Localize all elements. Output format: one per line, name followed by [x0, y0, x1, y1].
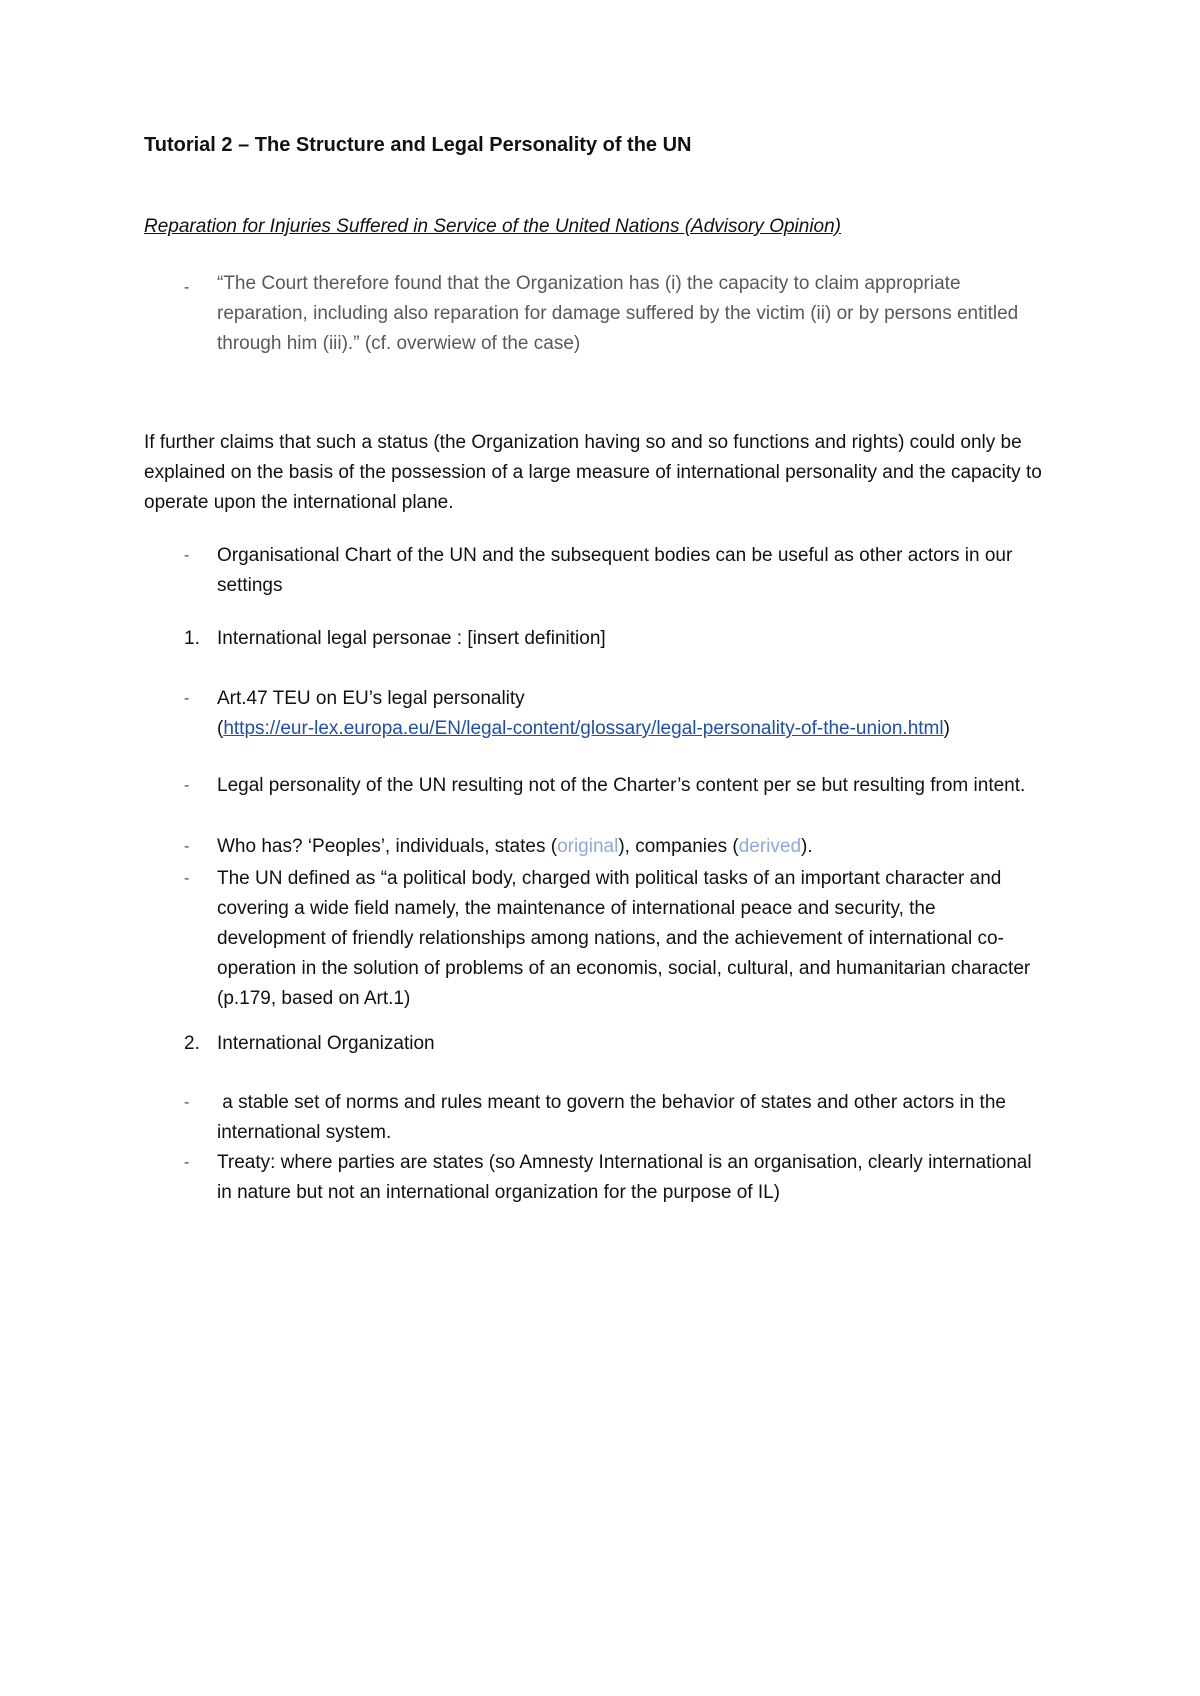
bullet-dash-marker: - — [184, 690, 190, 707]
bullet-legal-personality: Legal personality of the UN resulting not of the Charter’s content per se but resulting from intent. — [217, 775, 1026, 796]
court-quote-text: “The Court therefore found that the Organization has (i) the capacity to claim appropriate reparation, including also reparation for damage suffered by the victim (ii) or by persons entitled through him (iii).” (cf. overwiew of the case) — [217, 273, 1019, 354]
bullet-dash-marker: - — [184, 547, 190, 564]
quote-dash-marker: - — [184, 279, 190, 296]
bullet-dash-marker: - — [184, 870, 190, 887]
section-number: 2. — [184, 1033, 200, 1054]
bullet-dash-marker: - — [184, 1154, 190, 1171]
section-number: 1. — [184, 628, 200, 649]
highlight-derived: derived — [738, 836, 802, 857]
bullet-treaty: Treaty: where parties are states (so Amnesty International is an organisation, clearly international in nature but not an international organization for the purpose of IL) — [217, 1152, 1032, 1203]
bullet-norms: a stable set of norms and rules meant to govern the behavior of states and other actors in the international system. — [217, 1092, 1012, 1143]
who-has-prefix: Who has? ‘Peoples’, individuals, states ( — [217, 836, 558, 857]
bullet-org-chart: Organisational Chart of the UN and the subsequent bodies can be useful as other actors in our settings — [217, 545, 1013, 596]
eur-lex-link[interactable]: https://eur-lex.europa.eu/EN/legal-content/glossary/legal-personality-of-the-union.html — [223, 718, 944, 739]
section-heading-text: International legal personae : [insert definition] — [217, 628, 606, 649]
case-heading: Reparation for Injuries Suffered in Service of the United Nations (Advisory Opinion) — [144, 216, 842, 237]
paren-close: ) — [943, 718, 950, 739]
bullet-who-has — [217, 832, 1037, 862]
bullet-dash-marker: - — [184, 838, 190, 855]
paren-open: ( — [217, 718, 224, 739]
section-heading-text: International Organization — [217, 1033, 435, 1054]
bullet-dash-marker: - — [184, 1094, 190, 1111]
bullet-art47 — [217, 684, 1037, 744]
who-has-middle: ), companies ( — [618, 836, 739, 857]
page-title: Tutorial 2 – The Structure and Legal Personality of the UN — [144, 134, 692, 156]
claims-paragraph: If further claims that such a status (the Organization having so and so functions and rights) could only be explained on the basis of the possession of a large measure of international personality and the capacity to operate upon the international plane. — [144, 432, 1042, 513]
bullet-un-defined: The UN defined as “a political body, charged with political tasks of an important character and covering a wide field namely, the maintenance of international peace and security, the development of friendly relationships among nations, and the achievement of international co-operation in the solution of problems of an economis, social, cultural, and humanitarian character (p.179, based on Art.1) — [217, 868, 1031, 1009]
who-has-suffix: ). — [801, 836, 813, 857]
art47-text: Art.47 TEU on EU’s legal personality — [217, 688, 525, 709]
highlight-original: original — [557, 836, 619, 857]
bullet-dash-marker: - — [184, 777, 190, 794]
